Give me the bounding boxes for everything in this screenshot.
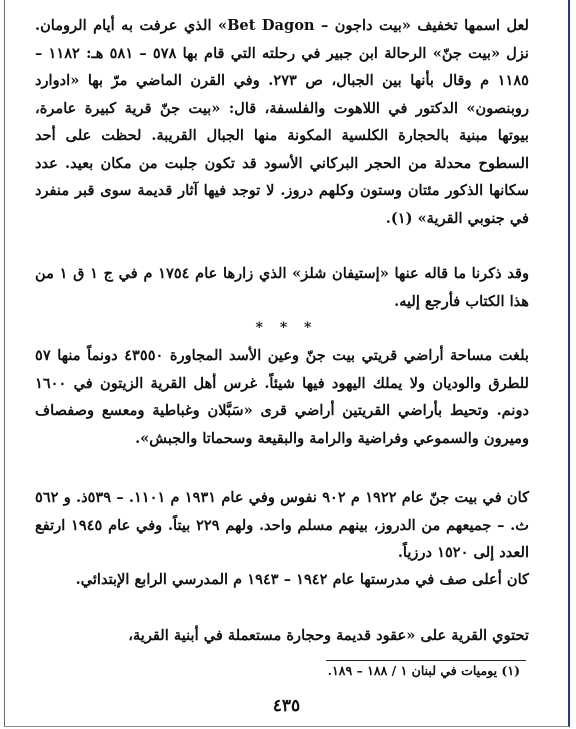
book-page <box>4 0 570 727</box>
paragraph-reference <box>35 260 529 316</box>
footnote: (١) يوميات في لبنان ١ / ١٨٨ – ١٨٩. <box>327 663 520 678</box>
section-separator: * * * <box>255 320 318 336</box>
paragraph-history <box>35 12 529 274</box>
paragraph-antiquities <box>35 622 529 650</box>
paragraph-lands <box>35 342 529 482</box>
footnote-rule <box>326 660 526 661</box>
paragraph-school <box>35 566 529 622</box>
paragraph-text: تحتوي القرية على «عقود قديمة وحجارة مستعملة في أبنية القرية، <box>128 627 529 644</box>
paragraph-text: وقد ذكرنا ما قاله عنها «إستيفان شلز» الذي زارها عام ١٧٥٤ م في ج ١ ق ١ من هذا الكتاب فأرجع إليه. <box>35 265 530 310</box>
paragraph-text: كان في بيت جنّ عام ١٩٢٢ م ٩٠٢ نفوس وفي عام ١٩٣١ م ١١٠١. – ٥٣٩ذ. و ٥٦٢ ث. – جميعهم من الدروز، بينهم مسلم واحد. ولهم ٢٢٩ بيتاً. وفي عام ١٩٤٥ ارتفع العدد إلى ١٥٢٠ درزياً. <box>35 489 530 561</box>
paragraph-text: لعل اسمها تخفيف «بيت داجون – Bet Dagon» الذي عرفت به أيام الرومان. نزل «بيت جنّ» الرحالة ابن جبير في رحلته التي قام بها ٥٧٨ – ٥٨١ هـ: ١١٨٢ – ١١٨٥ م وقال بأنها بين الجبال، ص ٢٧٣. وفي القرن الماضي مرّ بها «ادوارد روبنصون» الدكتور في اللاهوت والفلسفة، قال: «بيت جنّ قرية كبيرة عامرة، بيوتها مبنية بالحجارة الكلسية المكونة منها الجبال القريبة. لحظت على أحد السطوح محدلة من الحجر البركاني الأسود قد تكون جلبت من مكان بعيد. عدد سكانها الذكور مئتان وستون وكلهم دروز. لا توجد فيها آثار قديمة سوى قبر منفرد في جنوبي القرية» (١). <box>35 17 530 227</box>
paragraph-text: كان أعلى صف في مدرستها عام ١٩٤٢ – ١٩٤٣ م المدرسي الرابع الإبتدائي. <box>75 571 529 588</box>
page-number: ٤٣٥ <box>272 696 301 716</box>
paragraph-text: بلغت مساحة أراضي قريتي بيت جنّ وعين الأسد المجاورة ٤٣٥٥٠ دونماً منها ٥٧ للطرق والوديان ولا يملك اليهود فيها شيئاً. غرس أهل القرية الزيتون في ١٦٠٠ دونم. وتحيط بأراضي القريتين أراضي قرى «سَبَّلان وغباطية ومعسع وصفصاف وميرون والسموعي وفراضية والرامة والبقيعة وسحماتا والجبش». <box>35 347 529 447</box>
paragraph-population <box>35 484 529 568</box>
